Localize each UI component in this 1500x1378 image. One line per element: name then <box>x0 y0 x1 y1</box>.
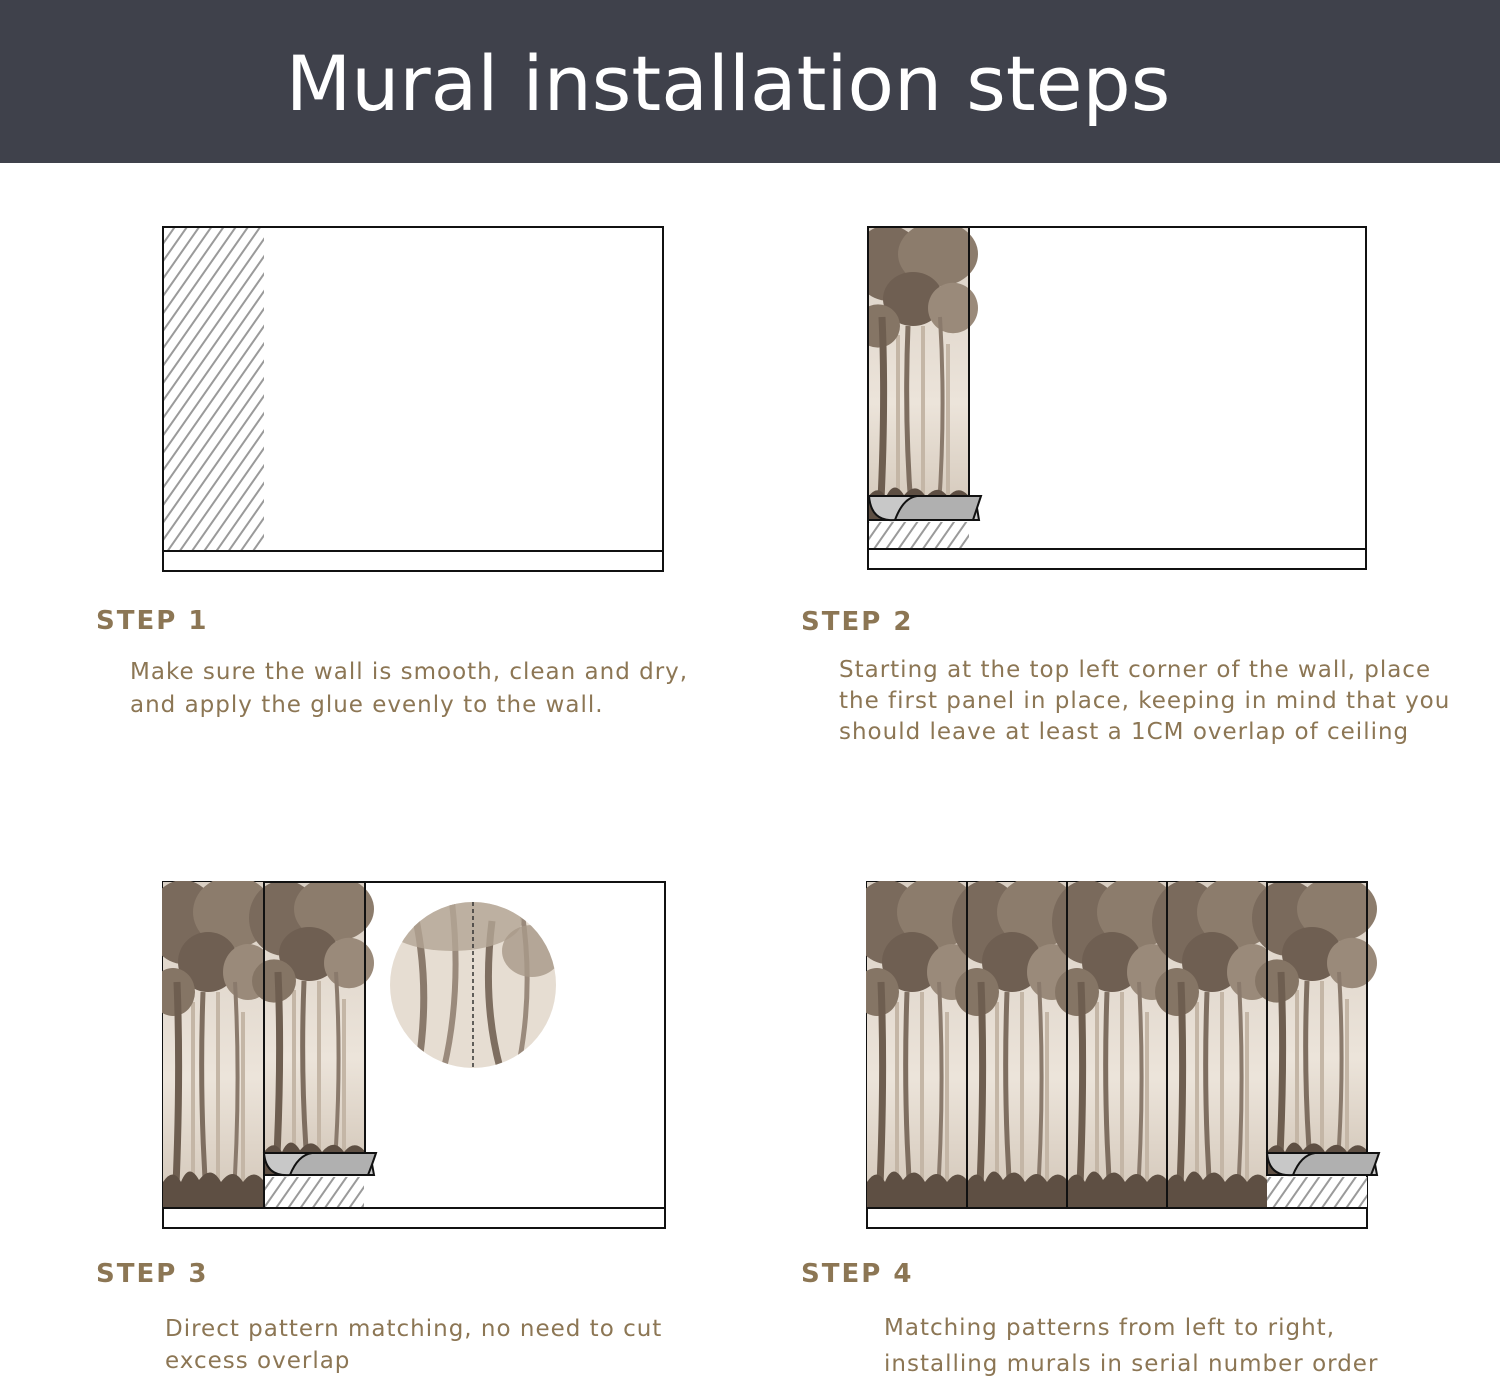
step-4-title: STEP 4 <box>801 1259 914 1289</box>
step-3-line-1: Direct pattern matching, no need to cut <box>165 1316 663 1342</box>
step-2-line-1: Starting at the top left corner of the wall, place <box>839 657 1432 683</box>
step-2-description <box>839 655 1450 748</box>
step-1-line-2: and apply the glue evenly to the wall. <box>130 692 604 718</box>
step-3-description <box>165 1313 662 1377</box>
step-1-line-1: Make sure the wall is smooth, clean and dry, <box>130 659 689 685</box>
step-1-diagram <box>162 226 666 574</box>
step-3-title: STEP 3 <box>96 1259 209 1289</box>
step-2-line-2: the first panel in place, keeping in mind that you <box>839 688 1451 714</box>
step-2-diagram <box>867 226 1371 574</box>
step-4-description <box>884 1310 1378 1378</box>
page-title: Mural installation steps <box>285 39 1171 128</box>
step-4-diagram <box>866 881 1382 1231</box>
step-2-line-3: should leave at least a 1CM overlap of ceiling <box>839 719 1410 745</box>
step-3-line-2: excess overlap <box>165 1348 351 1374</box>
step-3-diagram <box>162 881 668 1231</box>
step-4-line-1: Matching patterns from left to right, <box>884 1315 1336 1341</box>
step-1-description <box>130 656 688 722</box>
header-banner <box>0 0 1500 163</box>
step-1-title: STEP 1 <box>96 606 209 636</box>
step-4-line-2: installing murals in serial number order <box>884 1351 1379 1377</box>
step-2-title: STEP 2 <box>801 607 914 637</box>
